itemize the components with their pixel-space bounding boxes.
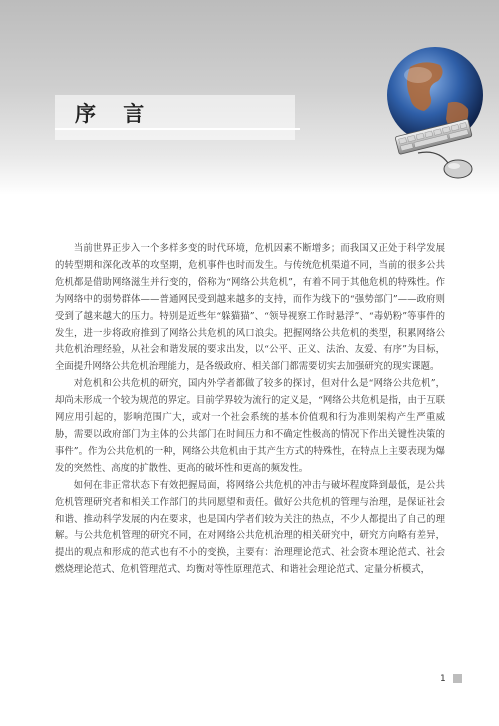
page-number: 1 bbox=[440, 674, 446, 684]
page-title: 序 言 bbox=[75, 101, 155, 126]
body-paragraph: 如何在非正常状态下有效把握局面，将网络公共危机的冲击与破坏程度降到最低，是公共危机管理研究者和相关工作部门的共同愿望和责任。做好公共危机的管理与治理，是保证社会和谐、推动科学发展的内在要求，也是国内学者们较为关注的热点，不少人都提出了自己的理解。与公共危机管理的研究不同，在对网络公共危机治理的相关研究中，研究方向略有差异，提出的观点和形成的范式也有不小的变换，主要有：治理理论范式、社会资本理论范式、社会燃烧理论范式、危机管理范式、均衡对等性原理范式、和谐社会理论范式、定量分析模式， bbox=[55, 479, 445, 576]
globe-highlight bbox=[404, 67, 432, 83]
mouse-shape bbox=[444, 160, 472, 178]
body-text bbox=[55, 241, 445, 579]
title-underline bbox=[55, 128, 300, 130]
globe-with-computer-mouse-and-keyboard-icon bbox=[340, 45, 495, 190]
body-paragraph: 对危机和公共危机的研究，国内外学者都做了较多的探讨，但对什么是“网络公共危机”，却尚未形成一个较为规范的界定。目前学界较为流行的定义是，“网络公共危机是指，由于互联网应用引起的，影响范围广大，或对一个社会系统的基本价值观和行为准则架构产生严重威胁，需要以政府部门为主体的公共部门在时间压力和不确定性极高的情况下作出关键性决策的事件”。作为公共危机的一种，网络公共危机由于其产生方式的特殊性，在特点上主要表现为爆发的突然性、高度的扩散性、更高的破坏性和更高的频发性。 bbox=[55, 378, 445, 474]
header-banner bbox=[0, 0, 499, 195]
page-tab-marker bbox=[453, 674, 462, 683]
mouse-cable bbox=[418, 152, 448, 163]
body-paragraph: 当前世界正步入一个多样多变的时代环境，危机因素不断增多；而我国又正处于科学发展的转型期和深化改革的攻坚期，危机事件也时而发生。与传统危机渠道不同，当前的很多公共危机都是借助网络滋生并行变的，俗称为“网络公共危机”，有着不同于其他危机的特殊性。作为网络中的弱势群体——普通网民受到越来越多的支持，而作为线下的“强势部门”——政府则受到了越来越大的压力。特别是近些年“躲猫猫”、“领导视察工作时悬浮”、“毒奶粉”等事件的发生，进一步将政府推到了网络公共危机的风口浪尖。把握网络公共危机的类型，积累网络公共危机治理经验，从社会和谐发展的要求出发，以“公平、正义、法治、友爱、有序”为目标，全面提升网络公共危机治理能力，是各级政府、相关部门都需要切实去加强研究的现实课题。 bbox=[55, 243, 445, 373]
